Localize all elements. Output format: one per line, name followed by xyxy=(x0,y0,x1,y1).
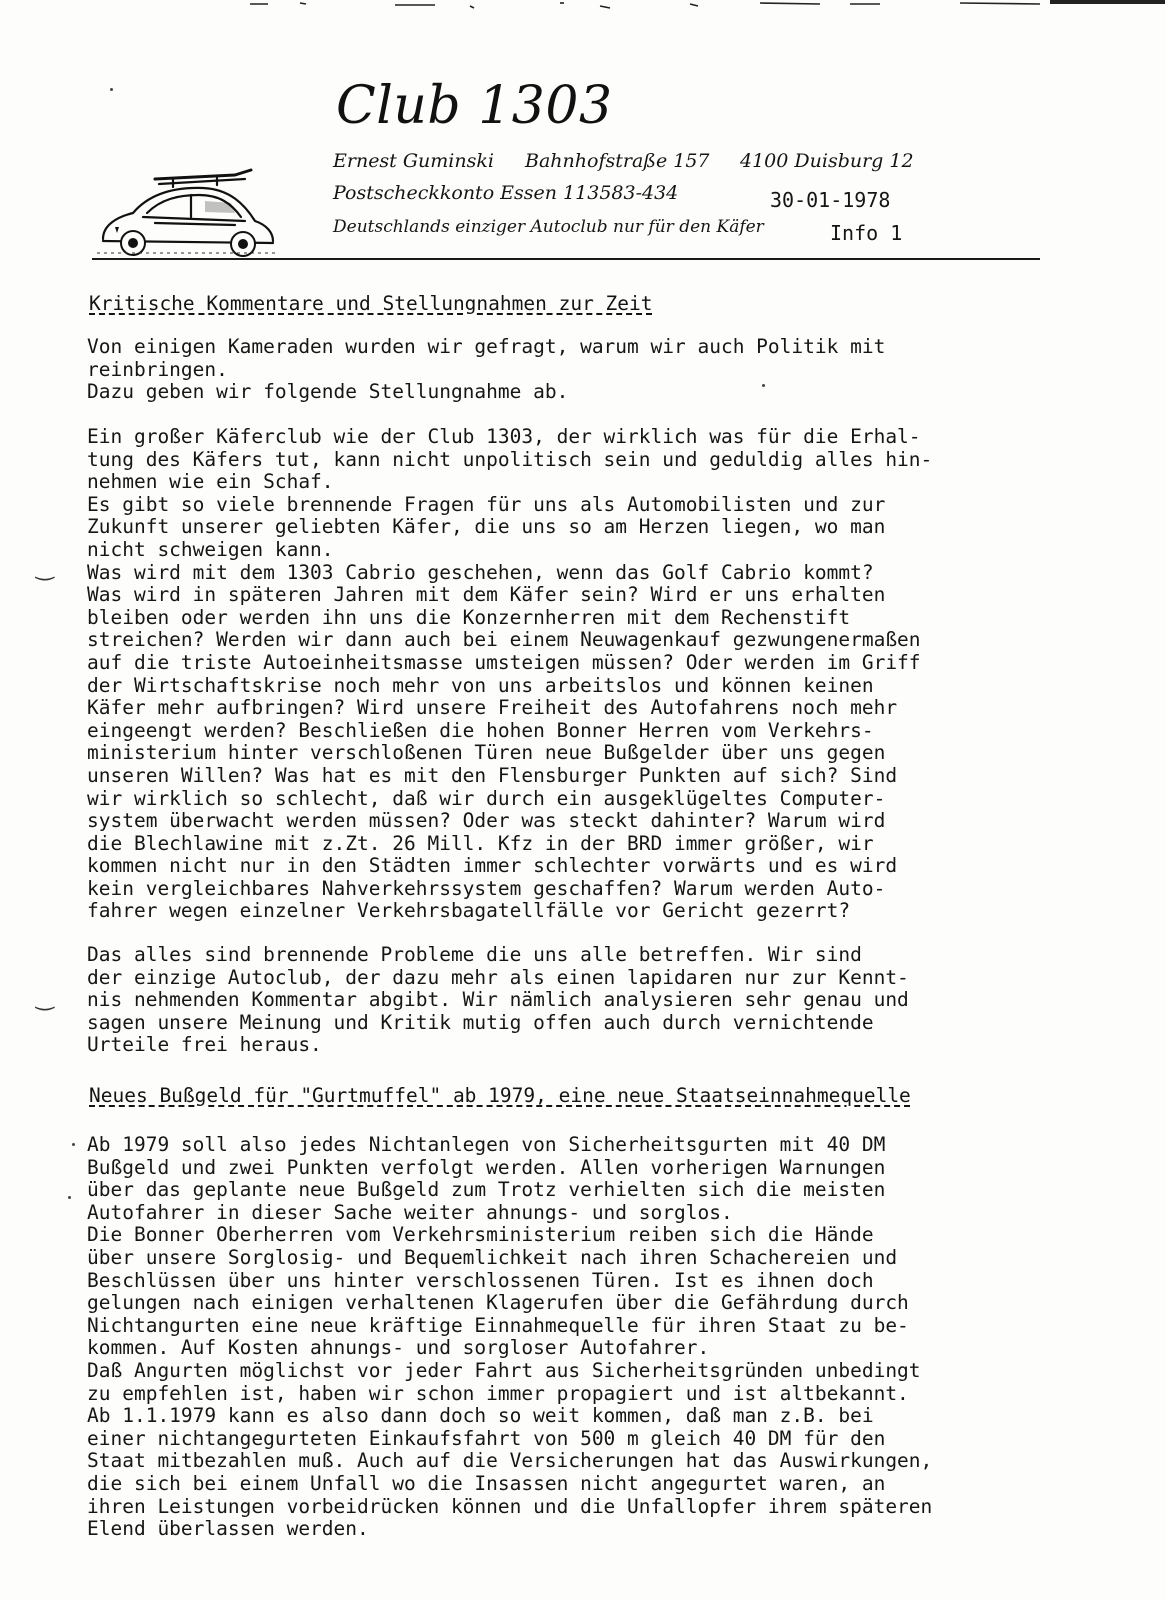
postal-account: Postscheckkonto Essen 113583-434 xyxy=(333,182,679,204)
paragraph-conclusion: Das alles sind brennende Probleme die uns alle betreffen. Wir sind der einzige Autoclub, der dazu mehr als einen lapidaren nur zur Kennt- nis nehmenden Kommentar abgibt. Wir nämlich analysieren sehr genau und sagen unsere Meinung und Kritik mutig offen auch durch vernichtende Urteile frei heraus. xyxy=(87,943,909,1057)
section-heading-commentary: Kritische Kommentare und Stellungnahmen zur Zeit xyxy=(89,292,653,315)
scan-speck xyxy=(110,88,113,91)
vw-beetle-car-icon xyxy=(95,165,280,260)
section-heading-belt-fine: Neues Bußgeld für "Gurtmuffel" ab 1979, eine neue Staatseinnahmequelle xyxy=(89,1084,911,1107)
paragraph-questions: Ein großer Käferclub wie der Club 1303, der wirklich was für die Erhal- tung des Käfers tut, kann nicht unpolitisch sein und geduldig alles hin- nehmen wie ein Schaf. Es gibt so viele brennende Fragen für uns als Automobilisten und zur Zukunft unserer geliebten Käfer, die uns so am Herzen liegen, wo man nicht schweigen kann. Was wird mit dem 1303 Cabrio geschehen, wenn das Golf Cabrio kommt? Was wird in späteren Jahren mit dem Käfer sein? Wird er uns erhalten bleiben oder werden ihn uns die Konzernherren mit dem Rechenstift streichen? Werden wir dann auch bei einem Neuwagenkauf gezwungenermaßen auf die triste Autoeinheitsmasse umsteigen müssen? Oder werden im Griff der Wirtschaftskrise noch mehr von uns arbeitslos und können keinen Käfer mehr aufbringen? Wird unsere Freiheit des Autofahrens noch mehr eingeengt werden? Beschließen die hohen Bonner Herren vom Verkehrs- ministerium hinter verschloßenen Türen neue Bußgelder über uns gegen unseren Willen? Was hat es mit den Flensburger Punkten auf sich? Sind wir wirklich so schlecht, daß wir durch ein ausgeklügeltes Computer- system überwacht werden müssen? Oder was steckt dahinter? Warum wird die Blechlawine mit z.Zt. 26 Mill. Kfz in der BRD immer größer, wir kommen nicht nur in den Städten immer schlechter vorwärts und es wird kein vergleichbares Nahverkehrssystem geschaffen? Warum werden Auto- fahrer wegen einzelner Verkehrsbagatellfälle vor Gericht gezerrt? xyxy=(87,425,933,923)
club-tagline: Deutschlands einziger Autoclub nur für den Käfer xyxy=(333,217,764,237)
scan-noise xyxy=(0,0,1165,14)
paragraph-belt-fine: Ab 1979 soll also jedes Nichtanlegen von Sicherheitsgurten mit 40 DM Bußgeld und zwei Punkten verfolgt werden. Allen vorherigen Warnungen über das geplante neue Bußgeld zum Trotz verhielten sich die meisten Autofahrer in dieser Sache weiter ahnungs- und sorglos. Die Bonner Oberherren vom Verkehrsministerium reiben sich die Hände über unsere Sorglosig- und Bequemlichkeit nach ihren Schachereien und Beschlüssen über uns hinter verschlossenen Türen. Ist es ihnen doch gelungen nach einigen verhaltenen Klagerufen über die Gefährdung durch Nichtangurten eine neue kräftige Einnahmequelle für ihren Staat zu be- kommen. Auf Kosten ahnungs- und sorgloser Autofahrer. Daß Angurten möglichst vor jeder Fahrt aus Sicherheitsgründen unbedingt zu empfehlen ist, haben wir schon immer propagiert und ist altbekannt. Ab 1.1.1979 kann es also dann doch so weit kommen, daß man z.B. bei einer nichtangegurteten Einkaufsfahrt von 500 m gleich 40 DM für den Staat mitbezahlen muß. Auch auf die Versicherungen hat das Auswirkungen, die sich bei einem Unfall wo die Insassen nicht angegurtet waren, an ihren Leistungen vorbeidrücken können und die Unfallopfer ihrem späteren Elend überlassen werden. xyxy=(87,1133,933,1541)
scan-speck xyxy=(68,1196,71,1199)
paragraph-intro: Von einigen Kameraden wurden wir gefragt, warum wir auch Politik mit reinbringen. Dazu geben wir folgende Stellungnahme ab. xyxy=(87,335,886,404)
contact-city: 4100 Duisburg 12 xyxy=(740,150,914,172)
club-name: Club 1303 xyxy=(336,76,613,136)
scan-speck xyxy=(72,1143,75,1146)
margin-tick-mark: ‿ xyxy=(36,986,54,1011)
contact-name: Ernest Guminski xyxy=(333,150,494,172)
info-number: Info 1 xyxy=(830,221,903,245)
document-date: 30-01-1978 xyxy=(770,188,891,212)
margin-tick-mark: ‿ xyxy=(36,556,54,581)
contact-street: Bahnhofstraße 157 xyxy=(525,150,710,172)
scan-speck xyxy=(762,384,765,387)
letterhead-divider xyxy=(92,258,1040,260)
